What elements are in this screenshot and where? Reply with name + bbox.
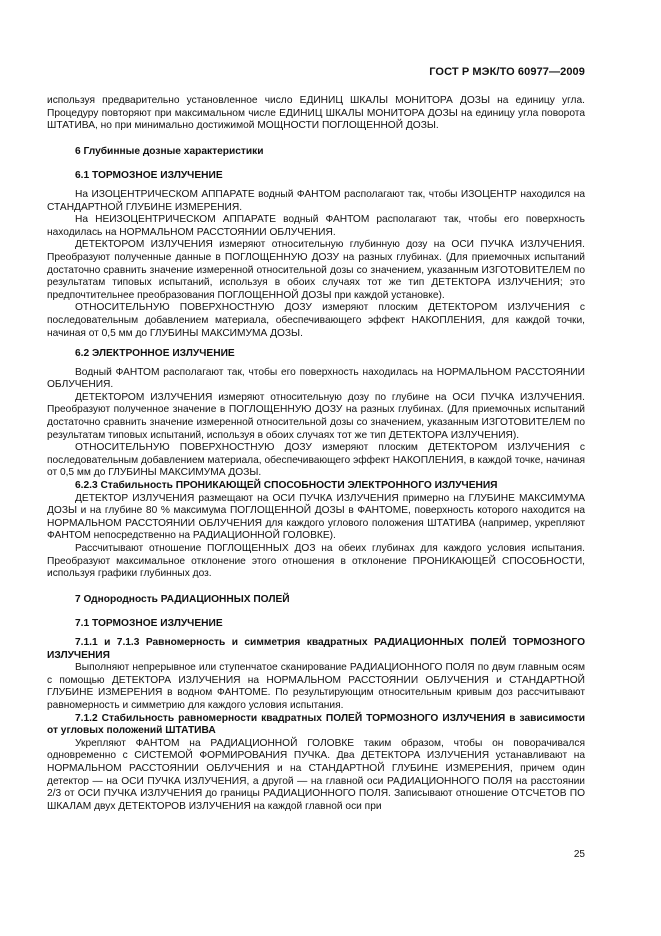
section-7-1-1-paragraph: Выполняют непрерывное или ступенчатое сканирование РАДИАЦИОННОГО ПОЛЯ по двум главным осям с помощью ДЕТЕКТОРА ИЗЛУЧЕНИЯ на НОРМАЛЬНОМ РАССТОЯНИИ ОБЛУЧЕНИЯ и СТАНДАРТНОЙ ГЛУБИНЕ ИЗМЕРЕНИЯ в водном ФАНТОМЕ. По результирующим относительным кривым доз рассчитывают равномерность и симметрию для каждого условия испытания. — [47, 662, 585, 711]
section-6-heading: 6 Глубинные дозные характеристики — [75, 145, 264, 157]
intro-paragraph: используя предварительно установленное число ЕДИНИЦ ШКАЛЫ МОНИТОРА ДОЗЫ на единицу угла. Процедуру повторяют при максимальном числе ЕДИНИЦ ШКАЛЫ МОНИТОРА ДОЗЫ на единицу угла поворота ШТАТИВА, но при минимально достижимой МОЩНОСТИ ПОГЛОЩЕННОЙ ДОЗЫ. — [47, 95, 585, 132]
section-6-1-paragraph-2: На НЕИЗОЦЕНТРИЧЕСКОМ АППАРАТЕ водный ФАНТОМ располагают так, чтобы его поверхность находилась на НОРМАЛЬНОМ РАССТОЯНИИ ОБЛУЧЕНИЯ. — [47, 214, 585, 238]
section-6-2-3-heading: 6.2.3 Стабильность ПРОНИКАЮЩЕЙ СПОСОБНОСТИ ЭЛЕКТРОННОГО ИЗЛУЧЕНИЯ — [75, 480, 498, 492]
document-header: ГОСТ Р МЭК/ТО 60977—2009 — [429, 66, 585, 78]
section-6-2-paragraph-2: ДЕТЕКТОРОМ ИЗЛУЧЕНИЯ измеряют относительную дозу по глубине на ОСИ ПУЧКА ИЗЛУЧЕНИЯ. Преобразуют полученное значение в ПОГЛОЩЕННУЮ ДОЗУ на разных глубинах. (Для приемочных испытаний достаточно сравнить значение измеренной относительной дозы со значением, указанным ИЗГОТОВИТЕЛЕМ по результатам типовых испытаний, используя в обоих случаях тот же тип ДЕТЕКТОРА ИЗЛУЧЕНИЯ). — [47, 391, 585, 441]
section-7-1-1-heading: 7.1.1 и 7.1.3 Равномерность и симметрия квадратных РАДИАЦИОННЫХ ПОЛЕЙ ТОРМОЗНОГО ИЗЛУЧЕНИЯ — [47, 636, 585, 661]
section-6-2-3-paragraph-1: ДЕТЕКТОР ИЗЛУЧЕНИЯ размещают на ОСИ ПУЧКА ИЗЛУЧЕНИЯ примерно на ГЛУБИНЕ МАКСИМУМА ДОЗЫ и на глубине 80 % максимума ПОГЛОЩЕННОЙ ДОЗЫ в ФАНТОМЕ, поверхность которого находится на НОРМАЛЬНОМ РАССТОЯНИИ ОБЛУЧЕНИЯ для каждого углового положения ШТАТИВА (например, укрепляют ФАНТОМ непосредственно на РАДИАЦИОННОЙ ГОЛОВКЕ). — [47, 492, 585, 542]
page-content — [47, 95, 585, 813]
section-6-2-paragraph-3: ОТНОСИТЕЛЬНУЮ ПОВЕРХНОСТНУЮ ДОЗУ измеряют плоским ДЕТЕКТОРОМ ИЗЛУЧЕНИЯ с последовательным добавлением материала, обеспечивающего эффект НАКОПЛЕНИЯ, в каждой точке, начиная от 0,5 мм до ГЛУБИНЫ МАКСИМУМА ДОЗЫ. — [47, 442, 585, 479]
section-7-1-2-heading: 7.1.2 Стабильность равномерности квадратных ПОЛЕЙ ТОРМОЗНОГО ИЗЛУЧЕНИЯ в зависимости от угловых положений ШТАТИВА — [47, 712, 585, 737]
section-7-heading: 7 Однородность РАДИАЦИОННЫХ ПОЛЕЙ — [75, 593, 290, 605]
page-number: 25 — [573, 849, 585, 860]
section-6-1-paragraph-1: На ИЗОЦЕНТРИЧЕСКОМ АППАРАТЕ водный ФАНТОМ располагают так, чтобы ИЗОЦЕНТР находился на СТАНДАРТНОЙ ГЛУБИНЕ ИЗМЕРЕНИЯ. — [47, 188, 585, 213]
section-6-1-paragraph-3: ДЕТЕКТОРОМ ИЗЛУЧЕНИЯ измеряют относительную глубинную дозу на ОСИ ПУЧКА ИЗЛУЧЕНИЯ. Преобразуют полученные данные в ПОГЛОЩЕННУЮ ДОЗУ на разных глубинах. (Для приемочных испытаний достаточно сравнить значение измеренной относительной дозы со значением, указанным ИЗГОТОВИТЕЛЕМ по результатам типовых испытаний, используя в обоих случаях тот же тип ДЕТЕКТОРА ИЗЛУЧЕНИЯ; это предпочтительнее преобразования ПОГЛОЩЕННОЙ ДОЗЫ при каждой установке). — [47, 239, 585, 301]
section-6-2-paragraph-1: Водный ФАНТОМ располагают так, чтобы его поверхность находилась на НОРМАЛЬНОМ РАССТОЯНИИ ОБЛУЧЕНИЯ. — [47, 366, 585, 391]
section-6-2-3-paragraph-2: Рассчитывают отношение ПОГЛОЩЕННЫХ ДОЗ на обеих глубинах для каждого условия испытания. Преобразуют максимальное отклонение этого отношения в отклонение ПРОНИКАЮЩЕЙ СПОСОБНОСТИ, используя графики глубинных доз. — [47, 543, 585, 580]
section-7-1-2-paragraph: Укрепляют ФАНТОМ на РАДИАЦИОННОЙ ГОЛОВКЕ таким образом, чтобы он поворачивался одновременно с СИСТЕМОЙ ФОРМИРОВАНИЯ ПУЧКА. Два ДЕТЕКТОРА ИЗЛУЧЕНИЯ устанавливают на НОРМАЛЬНОМ РАССТОЯНИИ ОБЛУЧЕНИЯ и на СТАНДАРТНОЙ ГЛУБИНЕ ИЗМЕРЕНИЯ, причем один детектор — на ОСИ ПУЧКА ИЗЛУЧЕНИЯ, а другой — на главной оси РАДИАЦИОННОГО ПОЛЯ на расстоянии 2/3 от ОСИ ПУЧКА ИЗЛУЧЕНИЯ до границы РАДИАЦИОННОГО ПОЛЯ. Записывают отношение ОТСЧЕТОВ ПО ШКАЛАМ двух ДЕТЕКТОРОВ ИЗЛУЧЕНИЯ на каждой главной оси при — [47, 737, 585, 812]
section-6-1-heading: 6.1 ТОРМОЗНОЕ ИЗЛУЧЕНИЕ — [75, 170, 223, 182]
section-7-1-heading: 7.1 ТОРМОЗНОЕ ИЗЛУЧЕНИЕ — [75, 618, 223, 630]
section-6-2-heading: 6.2 ЭЛЕКТРОННОЕ ИЗЛУЧЕНИЕ — [75, 348, 235, 360]
section-6-1-paragraph-4: ОТНОСИТЕЛЬНУЮ ПОВЕРХНОСТНУЮ ДОЗУ измеряют плоским ДЕТЕКТОРОМ ИЗЛУЧЕНИЯ с последовательным добавлением материала, обеспечивающего эффект НАКОПЛЕНИЯ, для каждой точки, начиная от 0,5 мм до ГЛУБИНЫ МАКСИМУМА ДОЗЫ. — [47, 302, 585, 339]
